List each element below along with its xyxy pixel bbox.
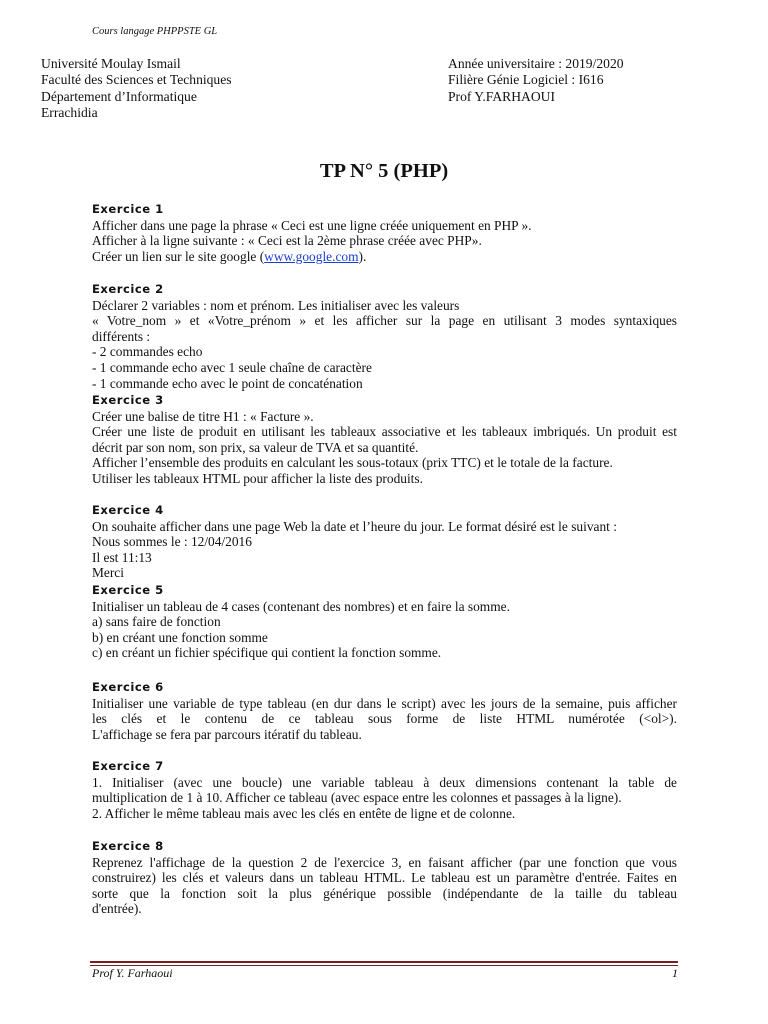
exercise-line: multiplication de 1 à 10. Afficher ce tableau (avec espace entre les colonnes et passages à la ligne). <box>92 790 622 806</box>
program-name: Filière Génie Logiciel : I616 <box>448 72 604 88</box>
exercise-line: b) en créant une fonction somme <box>92 629 268 645</box>
footer-rule <box>90 961 678 963</box>
exercise-5 <box>92 583 677 661</box>
exercise-title: Exercice 3 <box>92 393 164 407</box>
exercise-line: Nous sommes le : 12/04/2016 <box>92 534 252 550</box>
footer-author: Prof Y. Farhaoui <box>92 966 173 980</box>
exercise-line: Afficher l’ensemble des produits en calculant les sous-totaux (prix TTC) et le totale de la facture. <box>92 455 613 471</box>
professor-name: Prof Y.FARHAOUI <box>448 88 555 104</box>
exercise-title: Exercice 1 <box>92 202 164 216</box>
exercise-7 <box>92 759 677 821</box>
exercise-line: - 1 commande echo avec 1 seule chaîne de caractère <box>92 359 372 375</box>
running-header: Cours langage PHPPSTE GL <box>92 26 218 37</box>
department-name: Département d’Informatique <box>41 88 197 104</box>
exercise-line: Afficher à la ligne suivante : « Ceci est la 2ème phrase créée avec PHP». <box>92 233 482 249</box>
exercise-line: « Votre_nom » et «Votre_prénom » et les afficher sur la page en utilisant 3 modes syntaxiques <box>92 313 677 329</box>
exercise-line: sorte que la fonction soit la plus générique possible (indépendante de la taille du tableau <box>92 885 677 901</box>
exercise-line: décrit par son nom, son prix, sa valeur de TVA et sa quantité. <box>92 439 419 455</box>
exercise-line-text: ). <box>358 248 367 264</box>
exercise-8 <box>92 839 677 917</box>
exercise-title: Exercice 2 <box>92 282 164 296</box>
exercise-line: 2. Afficher le même tableau mais avec les clés en entête de ligne et de colonne. <box>92 805 516 821</box>
exercise-title: Exercice 4 <box>92 503 164 517</box>
city-name: Errachidia <box>41 105 98 121</box>
exercise-line: Il est 11:13 <box>92 549 152 565</box>
course-info-block <box>448 56 624 105</box>
exercise-title: Exercice 7 <box>92 759 164 773</box>
exercise-1 <box>92 202 677 264</box>
faculty-name: Faculté des Sciences et Techniques <box>41 72 232 88</box>
exercise-line: Créer une liste de produit en utilisant les tableaux associative et les tableaux imbriqués. Un produit est <box>92 424 677 440</box>
exercise-line: Merci <box>92 565 124 581</box>
exercise-title: Exercice 6 <box>92 680 164 694</box>
exercise-line-text: Créer un lien sur le site google ( <box>92 248 265 264</box>
page-title: TP N° 5 (PHP) <box>319 160 449 182</box>
exercise-line: 1. Initialiser (avec une boucle) une variable tableau à deux dimensions contenant la table de <box>92 774 677 790</box>
exercise-line: c) en créant un fichier spécifique qui contient la fonction somme. <box>92 645 442 661</box>
exercise-line: L'affichage se fera par parcours itératif du tableau. <box>92 726 362 742</box>
exercise-line <box>92 249 677 265</box>
exercise-line: Déclarer 2 variables : nom et prénom. Les initialiser avec les valeurs <box>92 297 460 313</box>
exercise-2 <box>92 282 677 391</box>
page-number: 1 <box>672 966 678 980</box>
exercise-title: Exercice 8 <box>92 839 164 853</box>
exercise-3 <box>92 393 677 487</box>
exercise-line: Afficher dans une page la phrase « Ceci est une ligne créée uniquement en PHP ». <box>92 217 532 233</box>
exercise-line: Initialiser une variable de type tableau (en dur dans le script) avec les jours de la semaine, puis afficher <box>92 695 677 711</box>
exercise-line: Reprenez l'affichage de la question 2 de l'exercice 3, en faisant afficher (par une fonction que vous <box>92 854 677 870</box>
exercise-line: Utiliser les tableaux HTML pour afficher la liste des produits. <box>92 470 423 486</box>
institution-block <box>41 56 232 122</box>
exercise-line: - 1 commande echo avec le point de concaténation <box>92 375 363 391</box>
exercise-line: On souhaite afficher dans une page Web la date et l’heure du jour. Le format désiré est le suivant : <box>92 518 617 534</box>
exercise-4 <box>92 503 677 581</box>
exercise-line: - 2 commandes echo <box>92 344 203 360</box>
exercise-6 <box>92 680 677 742</box>
exercise-line: différents : <box>92 328 151 344</box>
exercise-title: Exercice 5 <box>92 583 164 597</box>
exercise-line: construirez) les clés et valeurs dans un tableau HTML. Le tableau est un paramètre d'entrée. Faites en <box>92 870 677 886</box>
exercise-line: Créer une balise de titre H1 : « Facture ». <box>92 408 314 424</box>
exercise-line: d'entrée). <box>92 901 142 917</box>
exercise-line: a) sans faire de fonction <box>92 614 221 630</box>
exercise-line: les clés et le contenu de ce tableau sous forme de liste HTML numérotée (<ol>). <box>92 711 677 727</box>
university-name: Université Moulay Ismail <box>41 56 181 71</box>
exercise-line: Initialiser un tableau de 4 cases (contenant des nombres) et en faire la somme. <box>92 598 510 614</box>
academic-year: Année universitaire : 2019/2020 <box>448 56 624 71</box>
footer-rule-thin <box>90 965 678 966</box>
google-link[interactable]: www.google.com <box>264 248 359 264</box>
